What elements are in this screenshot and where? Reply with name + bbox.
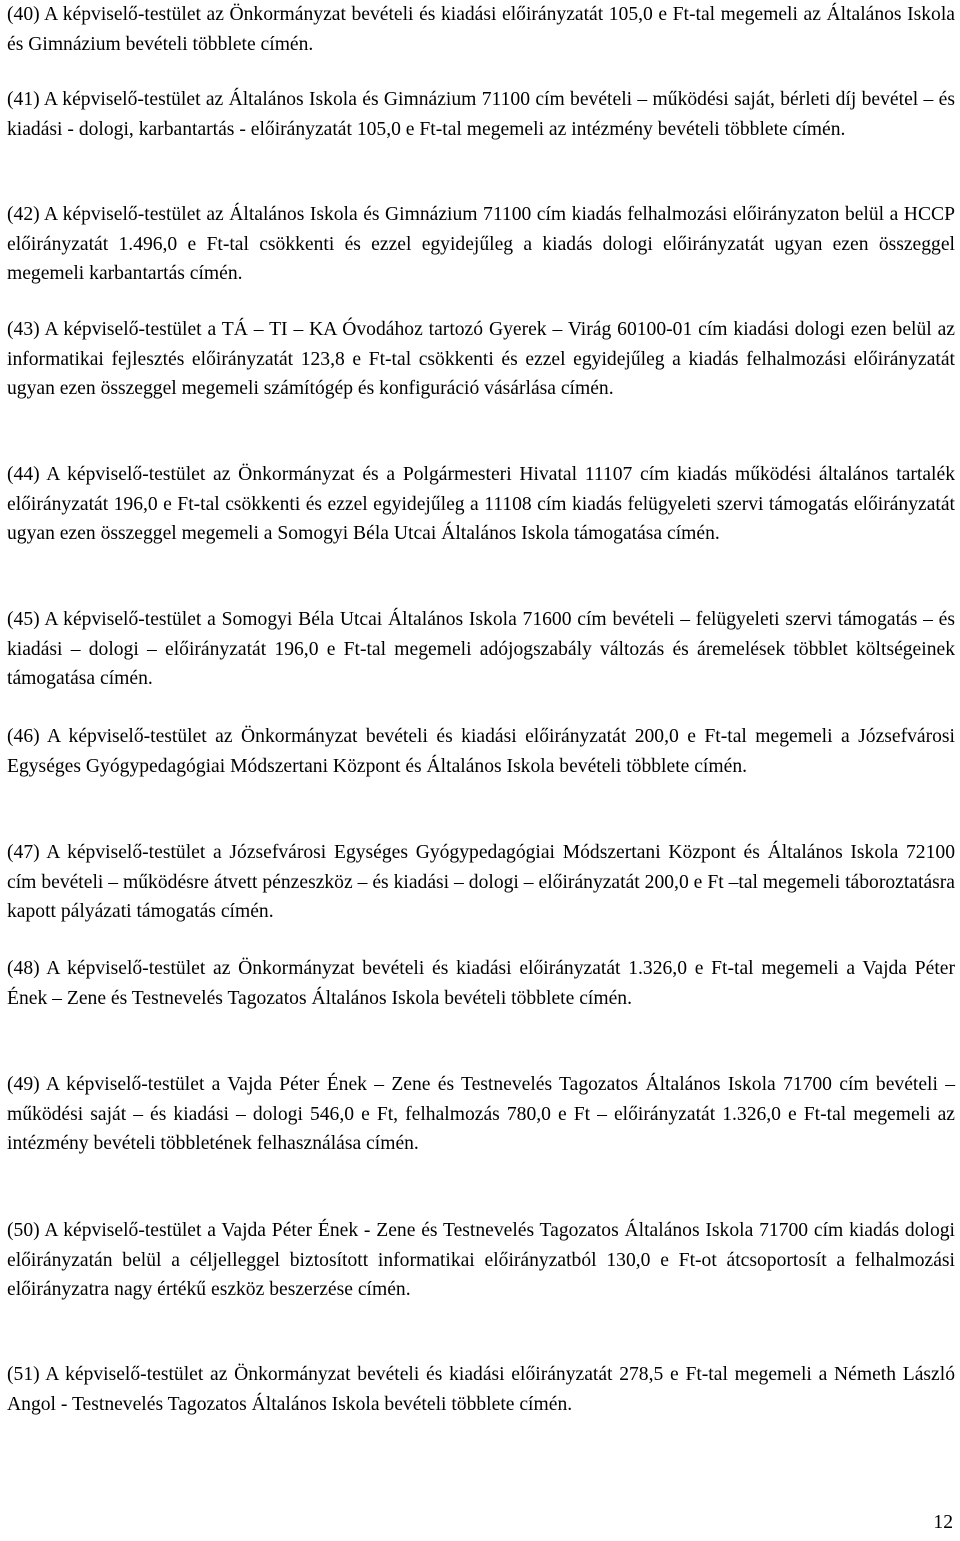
paragraph-46: (46) A képviselő-testület az Önkormányzat bevételi és kiadási előirányzatát 200,0 e Ft-tal megemeli a Józsefvárosi Egységes Gyógypedagógiai Módszertani Központ és Általános Iskola bevételi többlete címén. xyxy=(7,726,955,777)
paragraph-45: (45) A képviselő-testület a Somogyi Béla Utcai Általános Iskola 71600 cím bevételi – felügyeleti szervi támogatás – és kiadási – dologi – előirányzatát 196,0 e Ft-tal megemeli adójogszabály változás és áremelések többlet költségeinek támogatása címén. xyxy=(7,609,955,689)
paragraph-44: (44) A képviselő-testület az Önkormányzat és a Polgármesteri Hivatal 11107 cím kiadás működési általános tartalék előirányzatát 196,0 e Ft-tal csökkenti és ezzel egyidejűleg a 11108 cím kiadás felügyeleti szervi támogatás előirányzatát ugyan ezen összeggel megemeli a Somogyi Béla Utcai Általános Iskola támogatása címén. xyxy=(7,464,955,544)
paragraph-42: (42) A képviselő-testület az Általános Iskola és Gimnázium 71100 cím kiadás felhalmozási előirányzaton belül a HCCP előirányzatát 1.496,0 e Ft-tal csökkenti és ezzel egyidejűleg a kiadás dologi előirányzatát ugyan ezen összeggel megemeli karbantartás címén. xyxy=(7,204,955,284)
paragraph-51: (51) A képviselő-testület az Önkormányzat bevételi és kiadási előirányzatát 278,5 e Ft-tal megemeli a Németh László Angol - Testnevelés Tagozatos Általános Iskola bevételi többlete címén. xyxy=(7,1364,955,1415)
paragraph-40: (40) A képviselő-testület az Önkormányzat bevételi és kiadási előirányzatát 105,0 e Ft-tal megemeli az Általános Iskola és Gimnázium bevételi többlete címén. xyxy=(7,4,955,55)
paragraph-48: (48) A képviselő-testület az Önkormányzat bevételi és kiadási előirányzatát 1.326,0 e Ft-tal megemeli a Vajda Péter Ének – Zene és Testnevelés Tagozatos Általános Iskola bevételi többlete címén. xyxy=(7,958,955,1009)
paragraph-47: (47) A képviselő-testület a Józsefvárosi Egységes Gyógypedagógiai Módszertani Központ és Általános Iskola 72100 cím bevételi – működésre átvett pénzeszköz – és kiadási – dologi – előirányzatát 200,0 e Ft –tal megemeli táboroztatásra kapott pályázati támogatás címén. xyxy=(7,842,955,922)
paragraph-50: (50) A képviselő-testület a Vajda Péter Ének - Zene és Testnevelés Tagozatos Általános Iskola 71700 cím kiadás dologi előirányzatán belül a céljelleggel biztosított informatikai előirányzatból 130,0 e Ft-ot átcsoportosít a felhalmozási előirányzatra nagy értékű eszköz beszerzése címén. xyxy=(7,1220,955,1300)
page-number: 12 xyxy=(933,1512,953,1533)
paragraph-43: (43) A képviselő-testület a TÁ – TI – KA Óvodához tartozó Gyerek – Virág 60100-01 cím kiadási dologi ezen belül az informatikai fejlesztés előirányzatát 123,8 e Ft-tal csökkenti és ezzel egyidejűleg a kiadás felhalmozási előirányzatát ugyan ezen összeggel megemeli számítógép és konfiguráció vásárlása címén. xyxy=(7,319,955,399)
paragraph-41: (41) A képviselő-testület az Általános Iskola és Gimnázium 71100 cím bevételi – működési saját, bérleti díj bevétel – és kiadási - dologi, karbantartás - előirányzatát 105,0 e Ft-tal megemeli az intézmény bevételi többlete címén. xyxy=(7,89,955,140)
paragraph-49: (49) A képviselő-testület a Vajda Péter Ének – Zene és Testnevelés Tagozatos Általános Iskola 71700 cím bevételi – működési saját – és kiadási – dologi 546,0 e Ft, felhalmozás 780,0 e Ft – előirányzatát 1.326,0 e Ft-tal megemeli az intézmény bevételi többletének felhasználása címén. xyxy=(7,1074,955,1154)
